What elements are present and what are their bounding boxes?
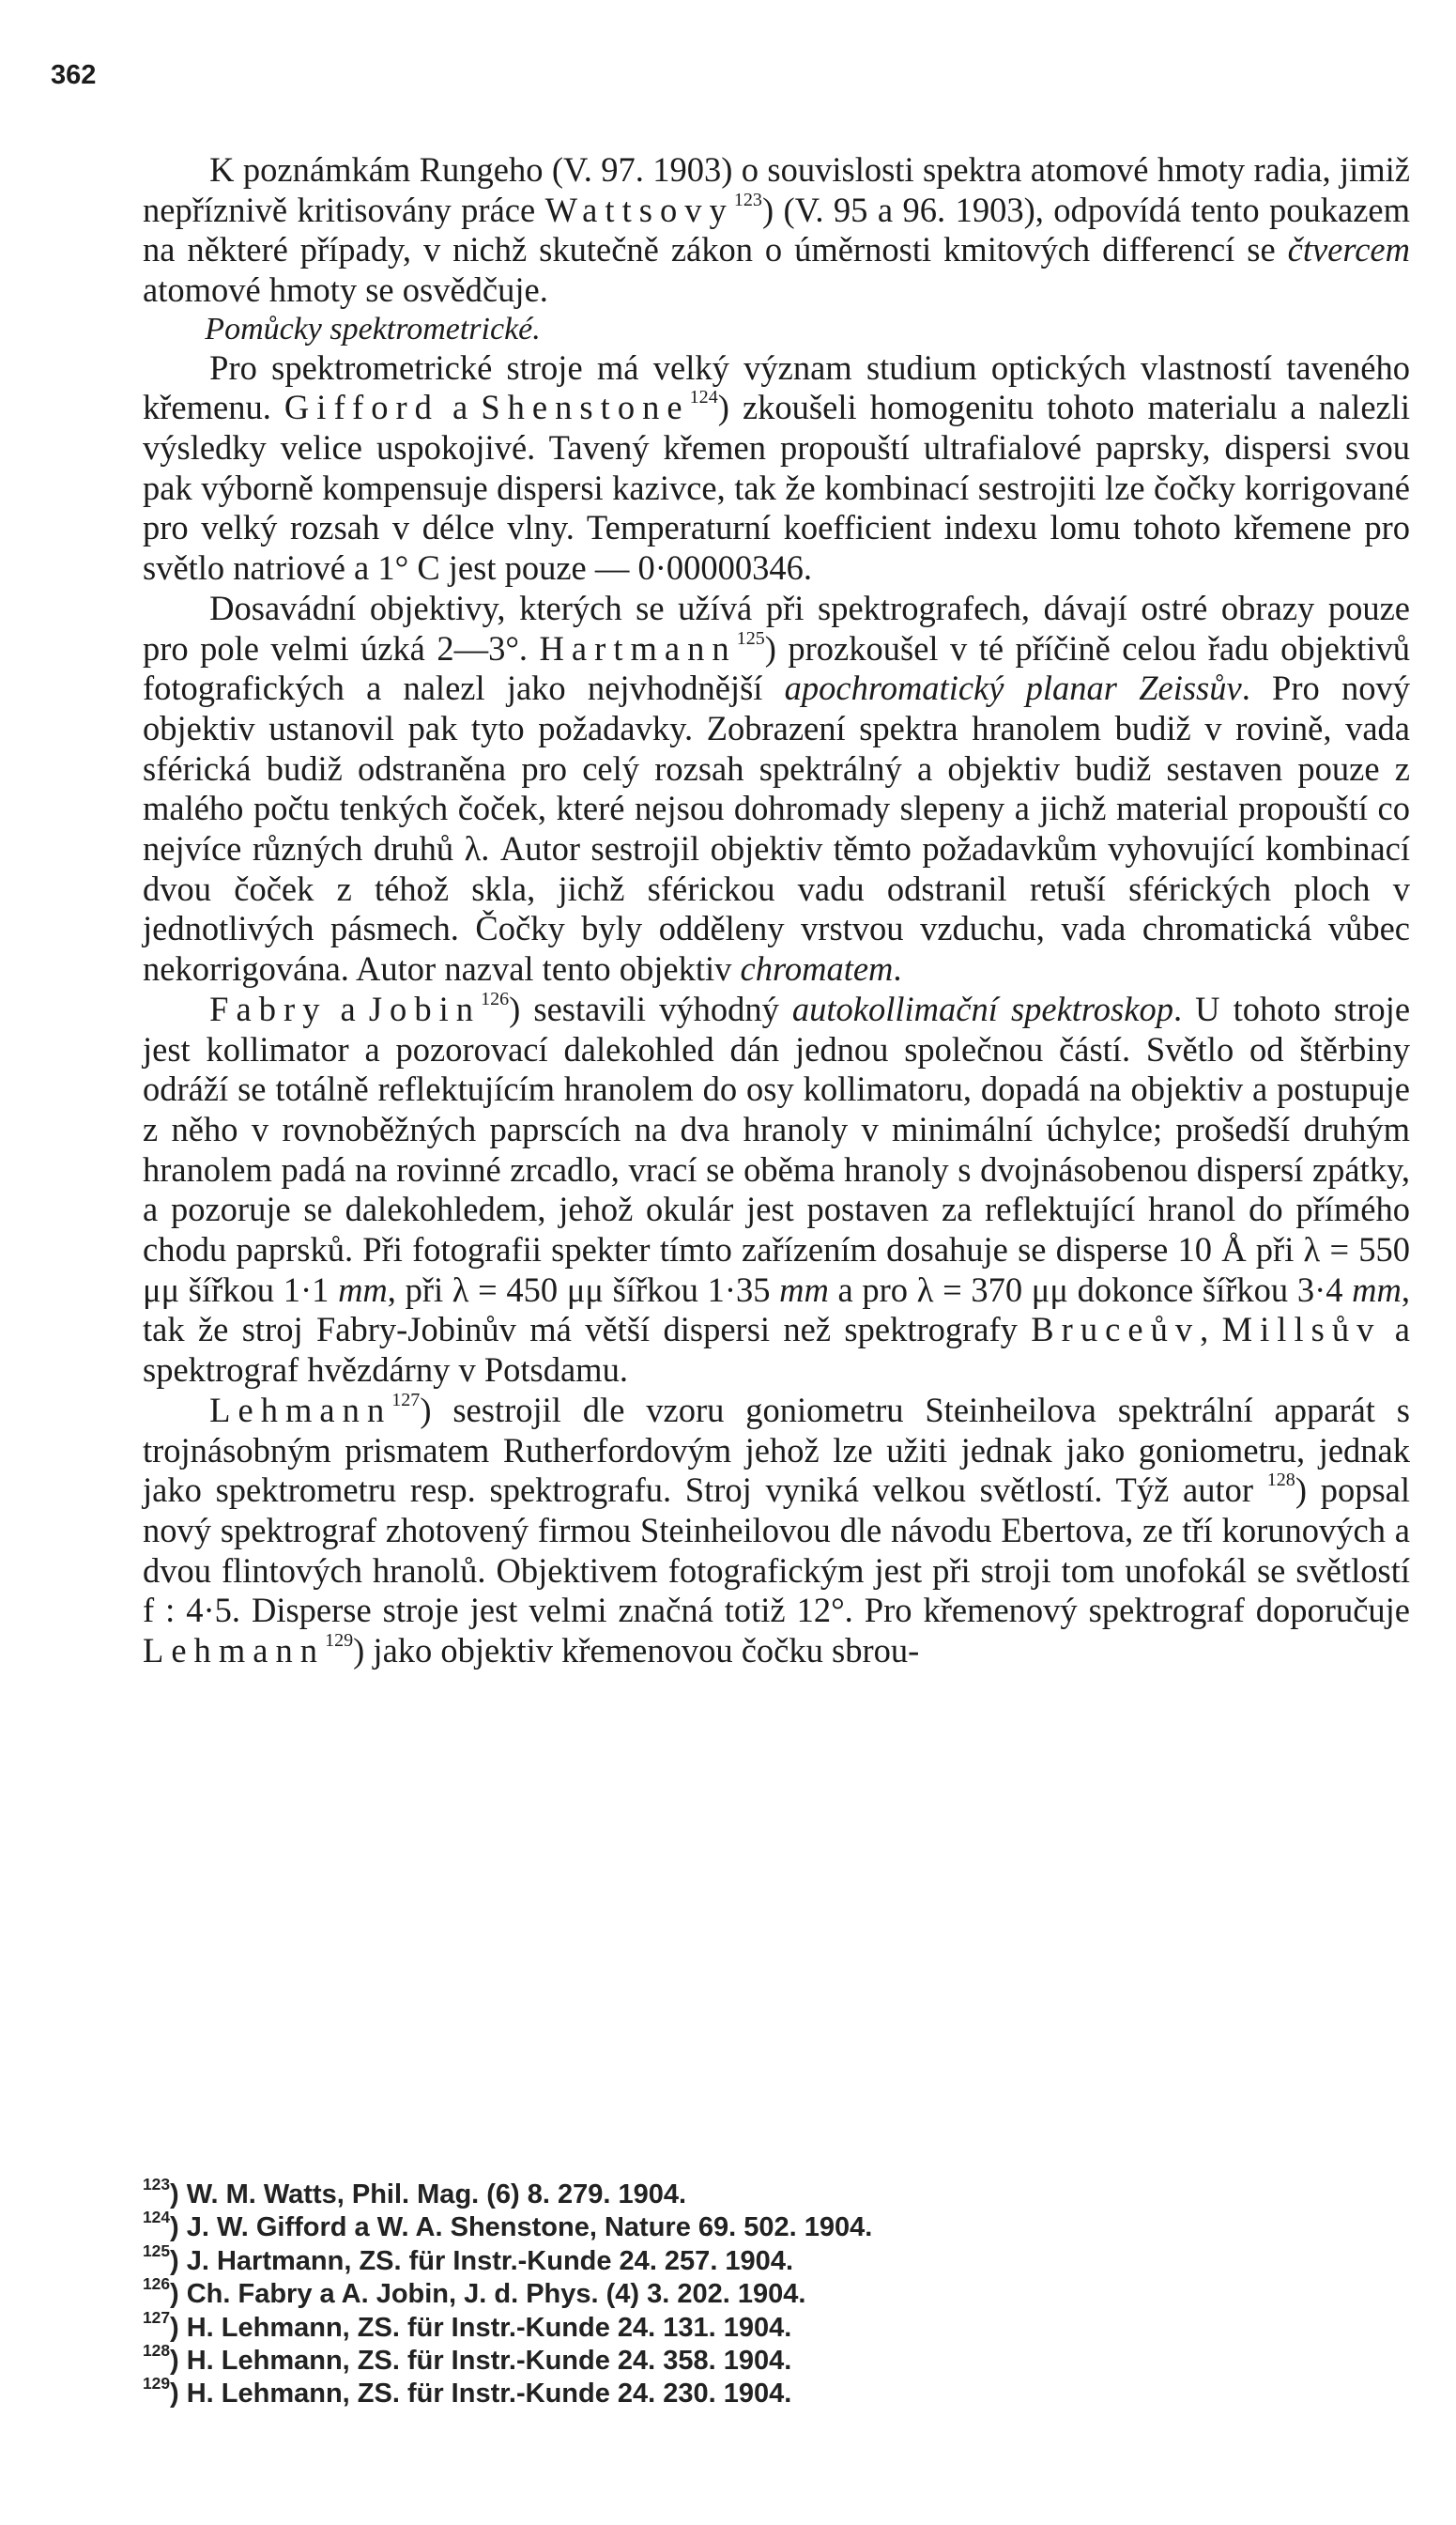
footnote	[143, 2340, 1410, 2378]
footnote-number: 124	[143, 2208, 171, 2227]
footnote-ref: 125	[736, 627, 765, 649]
text-run: atomové hmoty se osvědčuje.	[143, 270, 548, 310]
author-name: Millsův	[1221, 1310, 1382, 1349]
footnote-ref: 126	[481, 988, 510, 1009]
text-run: K poznámkám Rungeho (V. 97. 1903) o souvislosti spektra atomové hmoty radia, jimiž nepříznivě kritisovány práce	[143, 150, 1410, 229]
footnote	[143, 2274, 1410, 2311]
author-name: Gifford	[284, 388, 439, 427]
footnote-text: ) H. Lehmann, ZS. für Instr.-Kunde 24. 230. 1904.	[170, 2379, 792, 2410]
author-name: Wattsovy	[544, 190, 734, 229]
footnote-number: 128	[143, 2340, 171, 2360]
footnote	[143, 2208, 1410, 2244]
footnote-ref: 124	[689, 387, 718, 408]
emphasis: autokollimační spektroskop	[791, 989, 1173, 1028]
emphasis: chromatem	[740, 949, 894, 989]
text-run: a	[438, 388, 482, 427]
text-run: a spektrograf hvězdárny v Potsdamu.	[143, 1310, 1411, 1390]
text-run: . Pro nový objektiv ustanovil pak tyto požadavky. Zobrazení spektra hranolem budiž v rovině, vada sférická budiž odstraněna pro celý rozsah spektrálný a objektiv budiž sestaven pouze z malého počtu tenkých čoček, které nejsou dohromady slepeny a jichž material propouští co nejvíce různých druhů λ. Autor sestrojil objektiv těmto požadavkům vyhovující kombinací dvou čoček z téhož skla, jichž sférickou vadu odstranil retuší sférických ploch v jednotlivých pásmech. Čočky byly odděleny vrstvou vzduchu, vada chromatická vůbec nekorrigována. Autor nazval tento objektiv	[143, 669, 1410, 989]
footnote-text: ) J. Hartmann, ZS. für Instr.-Kunde 24. 257. 1904.	[170, 2245, 793, 2276]
text-run: ) popsal nový spektrograf zhotovený firmou Steinheilovou dle návodu Ebertova, ze tří korunových a dvou flintových hranolů. Objektivem fotografickým jest při stroji tom unofokál se světlostí f : 4·5. Disperse stroje jest velmi značná totiž 12°. Pro křemenový spektrograf doporučuje	[143, 1470, 1411, 1630]
text-run: ) zkoušeli homogenitu tohoto materialu a nalezli výsledky velice uspokojivé. Tavený křemen propouští ultrafialové paprsky, dispersi svou pak výborně kompensuje dispersi kazivce, tak že kombinací sestrojiti lze čočky korrigované pro velký rozsah v délce vlny. Temperaturní koefficient indexu lomu tohoto křemene pro světlo natriové a 1° C jest pouze — 0·00000346.	[143, 388, 1410, 588]
section-heading: Pomůcky spektrometrické.	[205, 311, 541, 346]
text-run: a	[327, 989, 369, 1028]
emphasis: čtvercem	[1287, 230, 1410, 269]
paragraph-lehmann	[143, 1391, 1410, 1671]
emphasis: mm	[779, 1270, 829, 1309]
footnote	[143, 2175, 1410, 2211]
text-run: a pro λ = 370 μμ dokonce šířkou 3·4	[828, 1270, 1353, 1309]
footnote-ref: 123	[733, 189, 762, 210]
author-name: Bruceův	[1031, 1310, 1201, 1349]
paragraph-runge	[143, 150, 1410, 311]
footnote-text: ) Ch. Fabry a A. Jobin, J. d. Phys. (4) 3. 202. 1904.	[170, 2279, 806, 2310]
body-text	[143, 150, 1410, 1671]
text-run: Pro spektrometrické stroje má velký význam studium optických vlastností taveného křemenu.	[143, 347, 1410, 427]
text-run: , při λ = 450 μμ šířkou 1·35	[387, 1270, 780, 1309]
footnote-number: 126	[143, 2274, 171, 2294]
footnote	[143, 2374, 1410, 2410]
footnote-text: ) J. W. Gifford a W. A. Shenstone, Nature 69. 502. 1904.	[170, 2212, 873, 2243]
text-run: Dosavádní objektivy, kterých se užívá při spektrografech, dávají ostré obrazy pouze pro pole velmi úzká 2—3°.	[143, 588, 1410, 668]
author-name: Lehmann	[209, 1390, 392, 1429]
footnote-text: ) H. Lehmann, ZS. für Instr.-Kunde 24. 358. 1904.	[170, 2345, 792, 2376]
footnote	[143, 2307, 1410, 2345]
paragraph-objectives	[143, 589, 1410, 990]
author-name: Jobin	[368, 989, 482, 1028]
footnote-text: ) H. Lehmann, ZS. für Instr.-Kunde 24. 131. 1904.	[170, 2312, 792, 2343]
text-run: . U tohoto stroje jest kollimator a pozorovací dalekohled dán jednou společnou částí. Světlo od štěrbiny odráží se totálně reflektujícím hranolem do osy kollimatoru, dopadá na objektiv a postupuje z něho v rovnoběžných paprscích na dva hranoly v minimální úchylce; prošedší druhým hranolem padá na rovinné zrcadlo, vrací se oběma hranoly s dvojnásobenou dispersí zpátky, a pozoruje se dalekohledem, jehož okulár jest postaven za reflektující hranol do přímého chodu paprsků. Při fotografii spekter tímto zařízením dosahuje se disperse 10 Å při λ = 550 μμ šířkou 1·1	[143, 989, 1411, 1309]
paragraph-quartz	[143, 348, 1410, 589]
author-name: Lehmann	[143, 1631, 326, 1671]
page-number: 362	[51, 60, 97, 90]
footnote-text: ) W. M. Watts, Phil. Mag. (6) 8. 279. 1904.	[170, 2179, 687, 2209]
footnote-number: 125	[143, 2240, 171, 2260]
paragraph-fabry-jobin	[143, 990, 1410, 1391]
emphasis: mm	[338, 1270, 388, 1309]
text-run: ) sestrojil dle vzoru goniometru Steinheilova spektrální apparát s trojnásobným prismatem Rutherfordovým jehož lze užiti jednak jako goniometru, jednak jako spektrometru resp. spektrografu. Stroj vyniká velkou světlostí. Týž autor	[143, 1390, 1410, 1510]
text-run: ) prozkoušel v té příčině celou řadu objektivů fotografických a nalezl jako nejvhodnější	[143, 628, 1410, 708]
emphasis: mm	[1352, 1270, 1402, 1309]
text-run: , tak že stroj Fabry-Jobinův má větší dispersi než spektrografy	[143, 1270, 1410, 1349]
text-run: .	[893, 949, 902, 989]
footnote-number: 123	[143, 2175, 171, 2194]
footnote-ref: 128	[1266, 1470, 1295, 1491]
text-run: ) jako objektiv křemenovou čočku sbrou-	[353, 1631, 920, 1671]
footnotes	[143, 2175, 1410, 2411]
footnote	[143, 2240, 1410, 2278]
footnote-ref: 129	[325, 1630, 354, 1652]
author-name: Fabry	[209, 989, 328, 1028]
text-run: ) sestavili výhodný	[509, 989, 792, 1028]
footnote-number: 129	[143, 2374, 171, 2394]
footnote-ref: 127	[391, 1389, 421, 1410]
text-run: ,	[1200, 1310, 1222, 1349]
author-name: Hartmann	[539, 628, 737, 668]
footnote-number: 127	[143, 2307, 171, 2327]
emphasis: apochromatický planar Zeissův	[784, 669, 1242, 708]
author-name: Shenstone	[481, 388, 690, 427]
text-run: ) (V. 95 a 96. 1903), odpovídá tento poukazem na některé případy, v nichž skutečně zákon o úměrnosti kmitových differencí se	[143, 190, 1411, 269]
